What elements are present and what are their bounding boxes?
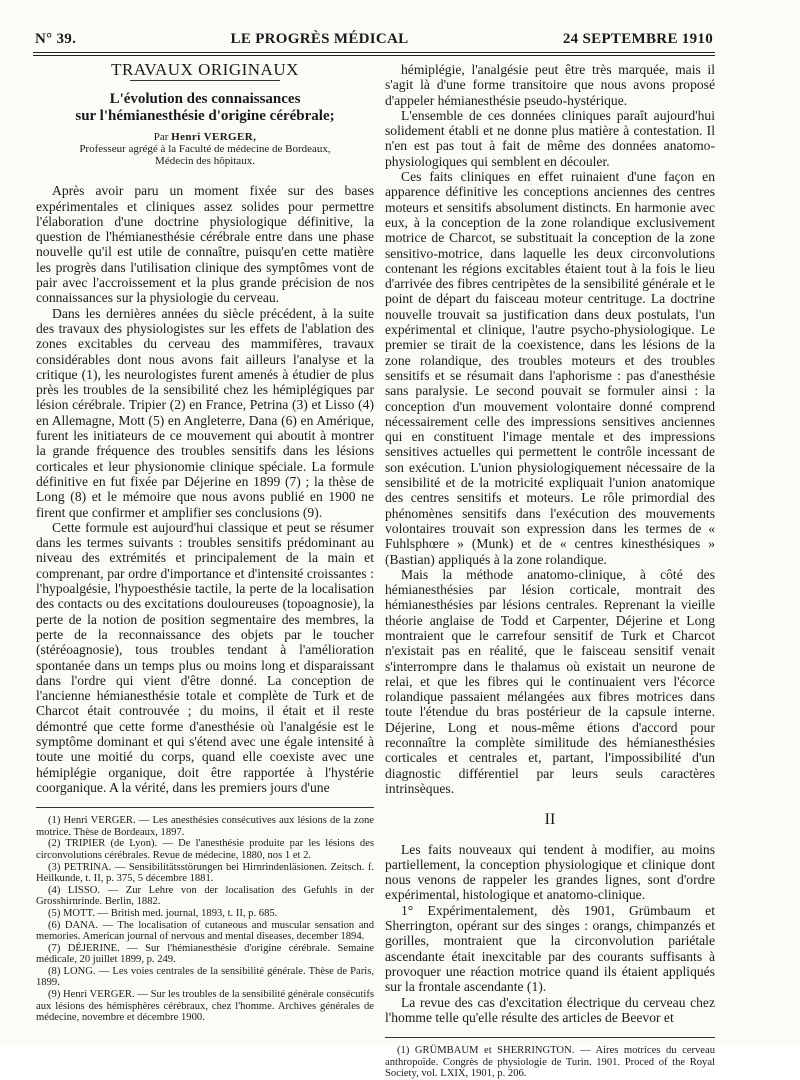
left-footnotes — [36, 815, 374, 1024]
issue-number: N° 39. — [35, 30, 77, 47]
footnote: (5) MOTT. — British med. journal, 1893, t. II, p. 685. — [48, 907, 278, 919]
right-body-2 — [385, 842, 715, 1026]
right-body — [385, 62, 715, 796]
footnote: (3) PETRINA. — Sensibilitätsstörungen bei Hirnrindenläsionen. Zeitsch. f. Heilkunde, t. II, p. 375, 5 décembre 1881. — [36, 861, 374, 885]
body-paragraph: Les faits nouveaux qui tendent à modifier, au moins partiellement, la conception physiologique et clinique dont nous venons de rappeler les grandes lignes, sont d'ordre expérimental, histologique et anatomo-clinique. — [385, 841, 715, 903]
affiliation-line: Professeur agrégé à la Faculté de médecine de Bordeaux, — [79, 143, 331, 156]
header-rule-bottom — [33, 55, 715, 56]
footnote: (4) LISSO. — Zur Lehre von der localisation des Gefuhls in der Grosshirnrinde. Berlin, 1882. — [36, 884, 374, 908]
body-paragraph: Cette formule est aujourd'hui classique et peut se résumer dans les termes suivants : troubles sensitifs prédominant au niveau des extrémités et principalement de la main et comprenant, par ordre d'importance et d'intensité croissantes : l'hypoalgésie, l'hypoesthésie tactile, la perte de la localisation des contacts ou des excitations douloureuses (topoagnosie), la perte de la notion de position segmentaire des membres, la perte de la reconnaissance des objets par le toucher (stéréoagnosie), tous troubles tendant à l'amélioration spontanée dans un temps plus ou moins long et disparaissant dans l'ordre qui vient d'être donné. La conception de l'ancienne hémianesthésie totale et complète de Turk et de Charcot était controuvée ; du moins, il était et il reste démontré que cette forme d'anesthésie où l'analgésie est le symptôme dominant et qui s'étend avec une égale intensité à toute une moitié du corps, quand elle coexiste avec une hémiplégie organique, doit être rapportée à l'hystérie coorganique. A la vérité, dans les premiers jours d'une — [36, 519, 374, 795]
footnote-rule — [36, 807, 374, 808]
footnote: (1) GRÜMBAUM et SHERRINGTON. — Aires motrices du cerveau anthropoïde. Congrès de physiologie de Turin. 1901. Proced of the Royal Society, vol. LXIX, 1901, p. 206. — [385, 1045, 715, 1080]
right-column — [385, 62, 715, 1080]
section-title: TRAVAUX ORIGINAUX — [111, 60, 299, 79]
footnote: (8) LONG. — Les voies centrales de la sensibilité générale. Thèse de Paris, 1899. — [36, 965, 374, 989]
body-paragraph: Mais la méthode anatomo-clinique, à côté des hémianesthésies par lésion corticale, montrait des hémianesthésies par lésions centrales. Reprenant la vieille théorie anglaise de Todd et Carpenter, Déjerine et Long montraient que le carrefour sensitif de Turk et Charcot n'existait pas en réalité, que le faisceau sensitif venait s'interrompre dans le thalamus où existait un neurone de relai, et que les fibres qui le continuaient vers l'écorce rolandique passaient mélangées aux fibres motrices dans toute l'étendue du bras postérieur de la capsule interne. Déjerine, Long et nous-même étions d'accord pour reconnaître la complète similitude des hémianesthésies corticales et centrales et, partant, l'impossibilité d'un diagnostic différentiel par leurs seuls caractères intrinsèques. — [385, 566, 715, 796]
footnote: (2) TRIPIER (de Lyon). — De l'anesthésie produite par les lésions des circonvolutions cérébrales. Revue de médecine, 1880, nos 1 et 2. — [36, 838, 374, 861]
byline — [36, 131, 374, 143]
author-name: Henri VERGER, — [171, 131, 257, 144]
body-paragraph: Dans les dernières années du siècle précédent, à la suite des travaux des physiologistes sur les effets de l'ablation des zones excitables du cerveau des mammifères, travaux considérables dont nous avons fait ailleurs l'analyse et la critique (1), les neurologistes furent amenés à étudier de plus près les troubles de la sensibilité chez les hémiplégiques par lésion cérébrale. Tripier (2) en France, Petrina (3) et Lisso (4) en Allemagne, Mott (5) en Angleterre, Dana (6) en Amérique, furent les initiateurs de ce mouvement qui aboutit à montrer la grande fréquence des troubles sensitifs dans les lésions corticales et leur physionomie clinique spéciale. La formule définitive en fut fixée par Déjerine en 1899 (7) ; la thèse de Long (8) et le mémoire que nous avons publié en 1900 ne firent que confirmer et amplifier ses conclusions (9). — [36, 305, 374, 520]
body-paragraph: Après avoir paru un moment fixée sur des bases expérimentales et cliniques assez solides pour permettre l'élaboration d'une doctrine physiologique définitive, la question de l'hémianesthésie cérébrale entre dans une phase nouvelle qu'il est utile de connaître, puisqu'en cette matière les progrès dans l'utilisation clinique des symptômes vont de pair avec l'accroissement et la plus grande précision de nos connaissances sur la physiologie du cerveau. — [36, 183, 374, 306]
body-paragraph: L'ensemble de ces données cliniques paraît aujourd'hui solidement établi et ne donne plus matière à contestation. Il n'en est pas tout à fait de même des données anatomo-physiologiques qui semblent en découler. — [385, 107, 715, 169]
journal-title: LE PROGRÈS MÉDICAL — [230, 30, 409, 47]
section-rule — [130, 80, 280, 81]
article-title — [36, 91, 374, 125]
body-paragraph: Ces faits cliniques en effet ruinaient d'une façon en apparence définitive les conceptions anciennes des centres moteurs et sensitifs absolument distincts. En harmonie avec eux, à la conception de la zone rolandique exclusivement motrice de Charcot, se substituait la conception de la zone sensitivo-motrice, dans laquelle les deux circonvolutions contenant les régions excitables étaient tout à la fois le lieu d'arrivée des fibres centripètes de la sensibilité générale et le point de départ du faisceau moteur centrituge. La doctrine nouvelle trouvait sa justification dans deux postulats, l'un expérimental et clinique, l'autre psycho-physiologique. Le premier se tirait de la coexistence, dans les lésions de la zone rolandique, des troubles moteurs et des troubles sensitifs et se résumait dans l'aphorisme : pas d'anesthésie sans paralysie. Le second pouvait se formuler ainsi : la conception d'un mouvement volontaire donné comprend nécessairement celle des impressions sensitives anciennes qui en constituent l'image mentale et des impressions sensitives actuelles qui permettent le contrôle incessant de son exécution. L'union physiologiquement nécessaire de la sensibilité et de la motricité expliquait l'union anatomique des centres sensitifs et moteurs. Le rôle primordial des phénomènes sensitifs dans l'exécution des mouvements volontaires trouvait son expression dans les termes de « Fuhlsphœre » (Munk) et de « centres kinesthésiques » (Bastian) appliqués à la zone rolandique. — [385, 169, 715, 567]
article-title-line: L'évolution des connaissances — [109, 91, 301, 108]
running-header — [35, 28, 713, 50]
left-body — [36, 183, 374, 795]
footnote-rule — [385, 1037, 715, 1038]
left-column — [36, 62, 374, 1024]
footnote: (6) DANA. — The localisation of cutaneous and muscular sensation and memories. American journal of nervous and mental diseases, december 1894. — [36, 919, 374, 943]
footnote: (9) Henri VERGER. — Sur les troubles de la sensibilité générale consécutifs aux lésions des hémisphères cérébraux, chez l'homme. Archives générales de médecine, novembre et décembre 1900. — [36, 989, 374, 1024]
footnote: (7) DÉJERINE. — Sur l'hémianesthésie d'origine cérébrale. Semaine médicale, 20 juillet 1899, p. 249. — [36, 942, 374, 966]
body-paragraph: hémiplégie, l'analgésie peut être très marquée, mais il s'agit là d'une forme transitoire que nous avons proposé d'appeler hémianesthésie pseudo-hystérique. — [385, 62, 715, 108]
header-rule-top — [33, 52, 715, 53]
article-title-line: sur l'hémianesthésie d'origine cérébrale; — [75, 108, 335, 125]
right-footnotes — [385, 1045, 715, 1080]
affiliation-line: Médecin des hôpitaux. — [155, 155, 255, 168]
body-paragraph: 1° Expérimentalement, dès 1901, Grümbaum et Sherrington, opérant sur des singes : orangs, chimpanzés et gorilles, montraient que la circonvolution pariétale ascendante était inexcitable par des courants suffisants à provoquer une réaction motrice quand ils étaient appliqués sur la frontale ascendante (1). — [385, 902, 715, 995]
byline-prefix: Par — [153, 131, 169, 144]
section-numeral: II — [544, 811, 556, 829]
footnote: (1) Henri VERGER. — Les anesthésies consécutives aux lésions de la zone motrice. Thèse de Bordeaux, 1897. — [36, 815, 374, 838]
body-paragraph: La revue des cas d'excitation électrique du cerveau chez l'homme telle qu'elle résulte des articles de Beevor et — [385, 994, 715, 1025]
issue-date: 24 SEPTEMBRE 1910 — [562, 30, 713, 47]
